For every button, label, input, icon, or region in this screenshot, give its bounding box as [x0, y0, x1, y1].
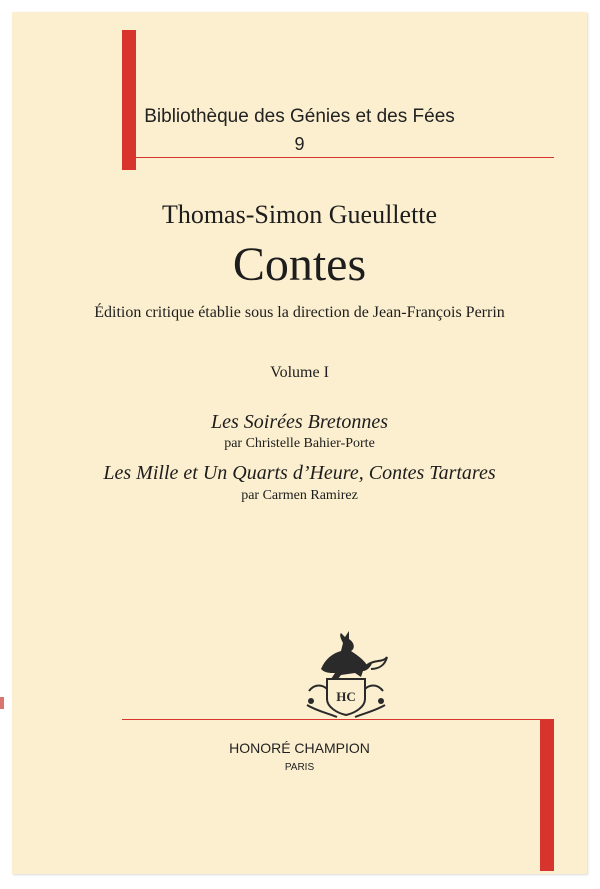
book-cover: [12, 12, 587, 874]
work-title-2: Les Mille et Un Quarts d’Heure, Contes Tartares: [103, 462, 496, 484]
edge-mark: [0, 697, 4, 709]
logo-monogram: HC: [336, 689, 356, 704]
work-title-1: Les Soirées Bretonnes: [210, 411, 388, 433]
publisher-city: PARIS: [284, 762, 315, 773]
bottom-rule: [122, 719, 554, 720]
edition-statement: Édition critique établie sous la direction de Jean-François Perrin: [94, 304, 505, 321]
book-title: Contes: [232, 238, 367, 291]
work-editor-2: par Carmen Ramirez: [241, 488, 358, 503]
horse-emblem-icon: [291, 621, 401, 721]
volume-label: Volume I: [270, 364, 329, 381]
author-name: Thomas-Simon Gueullette: [161, 200, 438, 229]
work-editor-1: par Christelle Bahier-Porte: [224, 436, 375, 451]
series-title: Bibliothèque des Génies et des Fées: [144, 106, 455, 127]
top-rule: [122, 157, 554, 158]
publisher-name: HONORÉ CHAMPION: [229, 740, 370, 756]
series-number: 9: [294, 134, 305, 154]
